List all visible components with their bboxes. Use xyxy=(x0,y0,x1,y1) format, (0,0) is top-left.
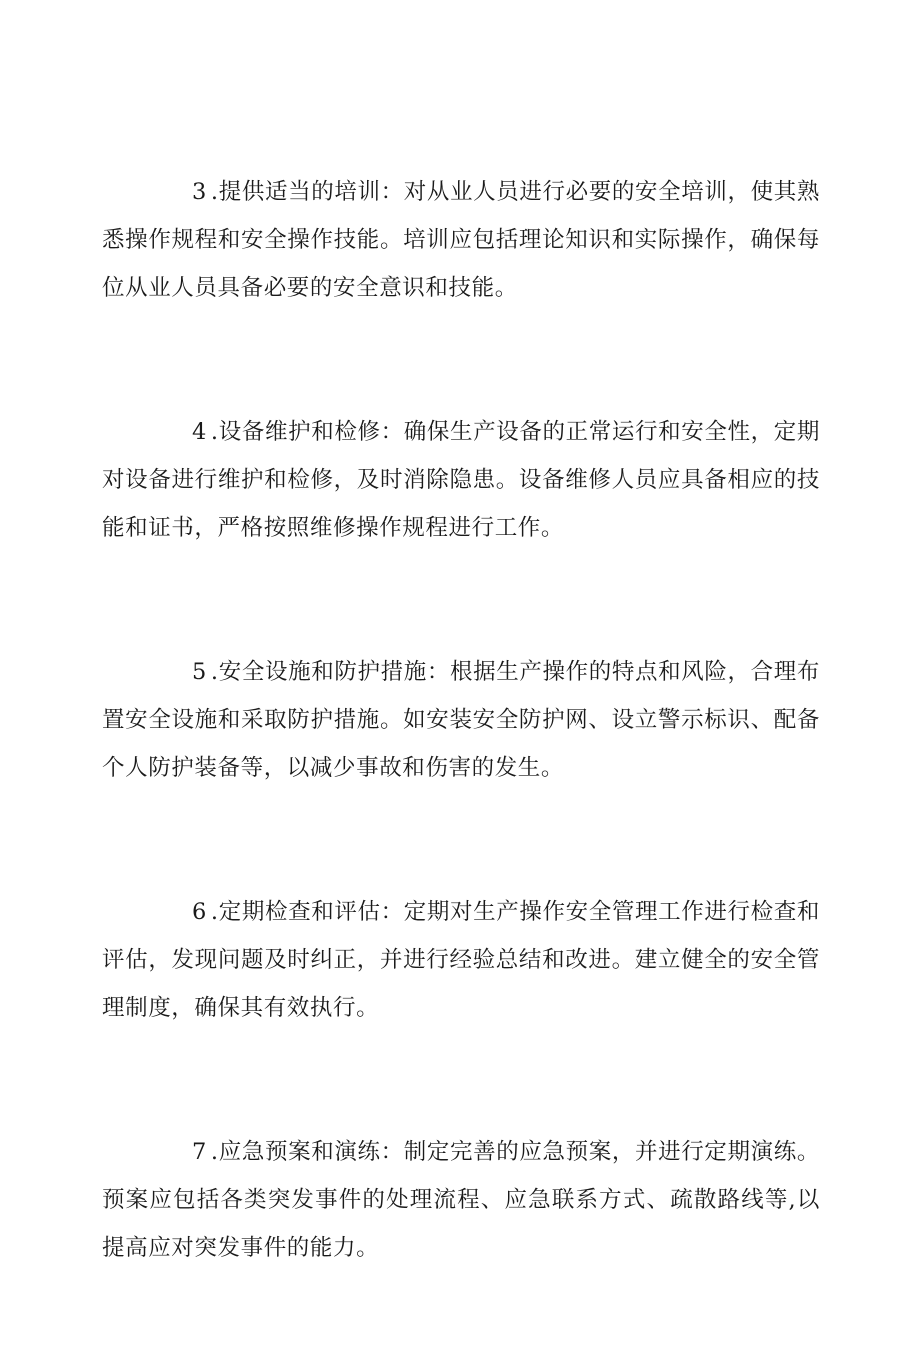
paragraph-number: 7 xyxy=(192,1139,207,1165)
paragraph-number: 6 xyxy=(192,899,207,925)
paragraph-item-6 xyxy=(102,888,820,1032)
paragraph-item-7 xyxy=(102,1128,820,1272)
paragraph-text: .定期检查和评估：定期对生产操作安全管理工作进行检查和评估，发现问题及时纠正，并进行经验总结和改进。建立健全的安全管理制度，确保其有效执行。 xyxy=(102,899,820,1021)
paragraph-text: .提供适当的培训：对从业人员进行必要的安全培训，使其熟悉操作规程和安全操作技能。培训应包括理论知识和实际操作，确保每位从业人员具备必要的安全意识和技能。 xyxy=(102,179,820,301)
paragraph-text: .设备维护和检修：确保生产设备的正常运行和安全性，定期对设备进行维护和检修，及时消除隐患。设备维修人员应具备相应的技能和证书，严格按照维修操作规程进行工作。 xyxy=(102,419,820,541)
document-body xyxy=(102,168,820,1368)
paragraph-item-3 xyxy=(102,168,820,312)
paragraph-item-5 xyxy=(102,648,820,792)
paragraph-number: 4 xyxy=(192,419,207,445)
paragraph-item-4 xyxy=(102,408,820,552)
paragraph-text: .安全设施和防护措施：根据生产操作的特点和风险，合理布置安全设施和采取防护措施。如安装安全防护网、设立警示标识、配备个人防护装备等，以减少事故和伤害的发生。 xyxy=(102,659,820,781)
paragraph-number: 5 xyxy=(192,659,207,685)
paragraph-number: 3 xyxy=(192,179,207,205)
paragraph-text: .应急预案和演练：制定完善的应急预案，并进行定期演练。预案应包括各类突发事件的处理流程、应急联系方式、疏散路线等,以提高应对突发事件的能力。 xyxy=(102,1139,820,1261)
